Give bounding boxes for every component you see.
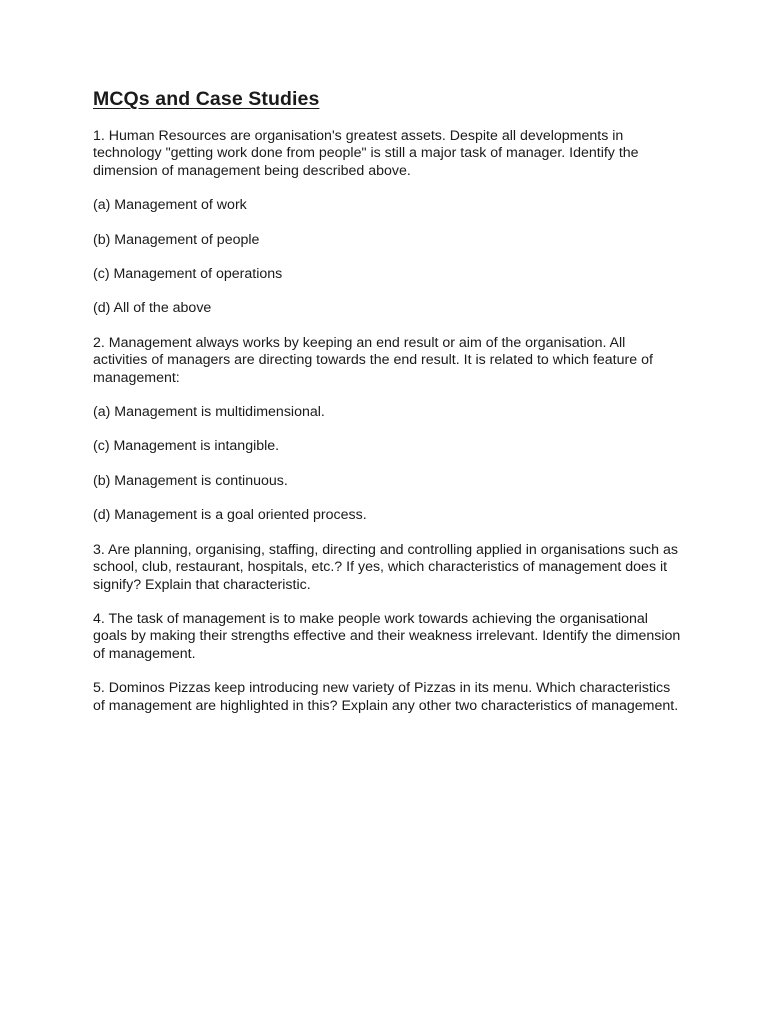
question-1-option-c: (c) Management of operations: [93, 266, 283, 283]
question-1: 1. Human Resources are organisation's greatest assets. Despite all developments in technology "getting work done from people" is still a major task of manager. Identify the dimension of management being described above.: [93, 128, 639, 179]
question-1-option-b: (b) Management of people: [93, 231, 260, 248]
document-title: MCQs and Case Studies: [93, 88, 320, 110]
question-1-option-a: (a) Management of work: [93, 197, 247, 214]
question-2-option-d: (d) Management is a goal oriented process.: [93, 507, 367, 524]
question-5: 5. Dominos Pizzas keep introducing new variety of Pizzas in its menu. Which characteristics of management are highlighted in this? Explain any other two characteristics of management.: [93, 680, 679, 714]
question-2-option-b: (b) Management is continuous.: [93, 472, 288, 489]
document-body: [93, 86, 681, 732]
question-2-option-c: (c) Management is intangible.: [93, 438, 280, 455]
question-4: 4. The task of management is to make people work towards achieving the organisational goals by making their strengths effective and their weakness irrelevant. Identify the dimension of management.: [93, 610, 681, 662]
question-1-option-d: (d) All of the above: [93, 300, 212, 317]
question-3: 3. Are planning, organising, staffing, directing and controlling applied in organisations such as school, club, restaurant, hospitals, etc.? If yes, which characteristics of management does it signify? Explain that characteristic.: [93, 541, 678, 593]
question-2-option-a: (a) Management is multidimensional.: [93, 404, 325, 421]
question-2: 2. Management always works by keeping an end result or aim of the organisation. All activities of managers are directing towards the end result. It is related to which feature of management:: [93, 334, 653, 386]
